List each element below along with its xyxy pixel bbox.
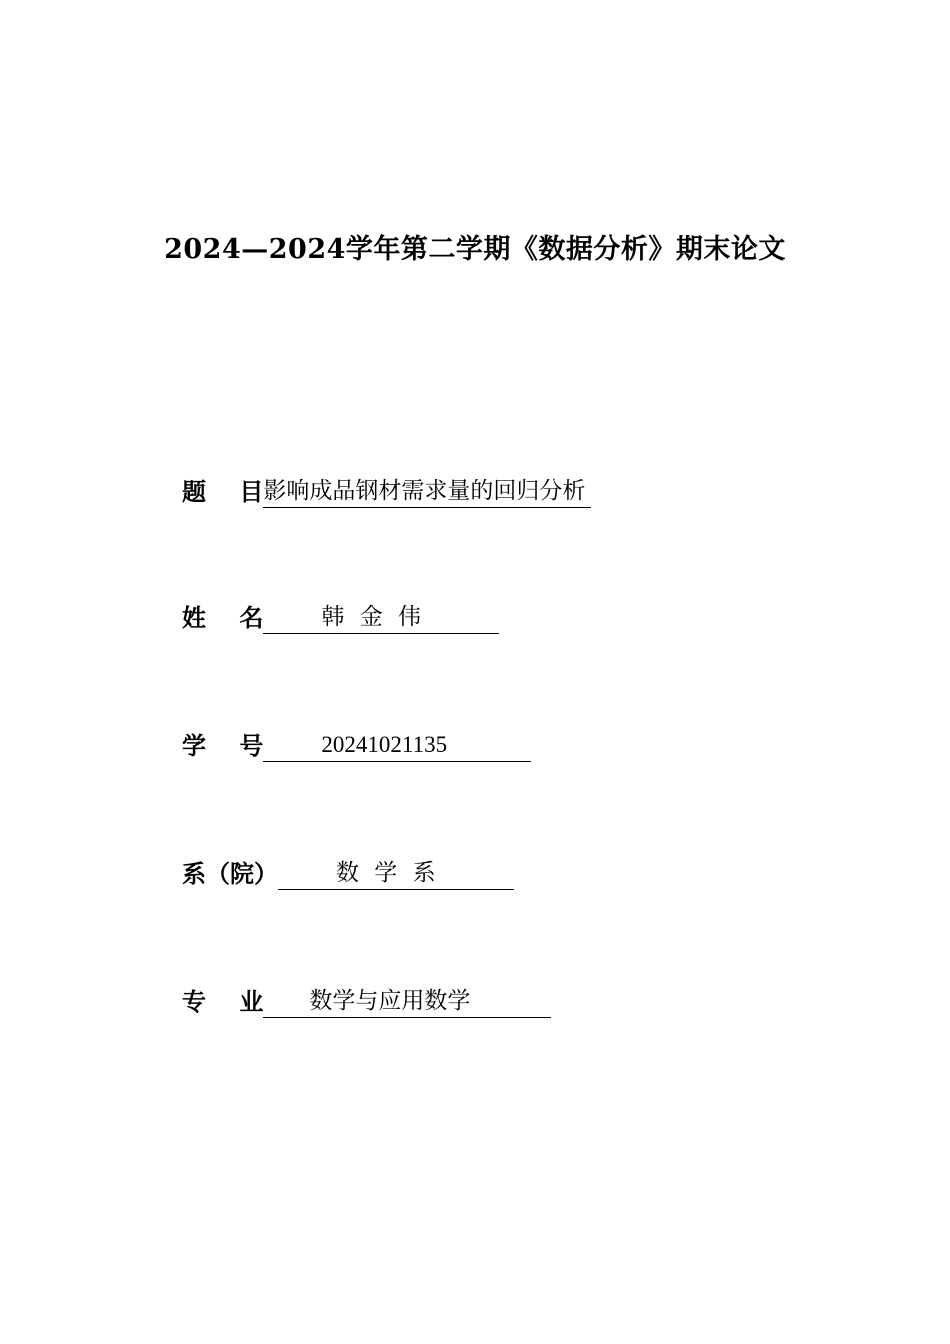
field-value-major: 数学与应用数学 <box>263 985 551 1018</box>
field-label-department: 系（院） <box>182 859 278 888</box>
field-value-title: 影响成品钢材需求量的回归分析 <box>263 475 591 508</box>
field-value-student-id: 20241021135 <box>263 729 531 762</box>
field-row-department <box>182 854 514 890</box>
field-value-department: 数 学 系 <box>278 857 514 890</box>
field-label-major: 专 业 <box>182 987 264 1016</box>
field-row-student-id <box>182 726 531 762</box>
field-row-major <box>182 982 551 1018</box>
field-label-title: 题 目 <box>182 477 264 506</box>
field-row-name <box>182 598 499 634</box>
field-row-title <box>182 472 591 508</box>
page-title: 2024—2024学年第二学期《数据分析》期末论文 <box>164 234 786 265</box>
field-value-name: 韩 金 伟 <box>263 601 499 634</box>
field-label-name: 姓 名 <box>182 603 264 632</box>
field-label-student-id: 学 号 <box>182 731 264 760</box>
